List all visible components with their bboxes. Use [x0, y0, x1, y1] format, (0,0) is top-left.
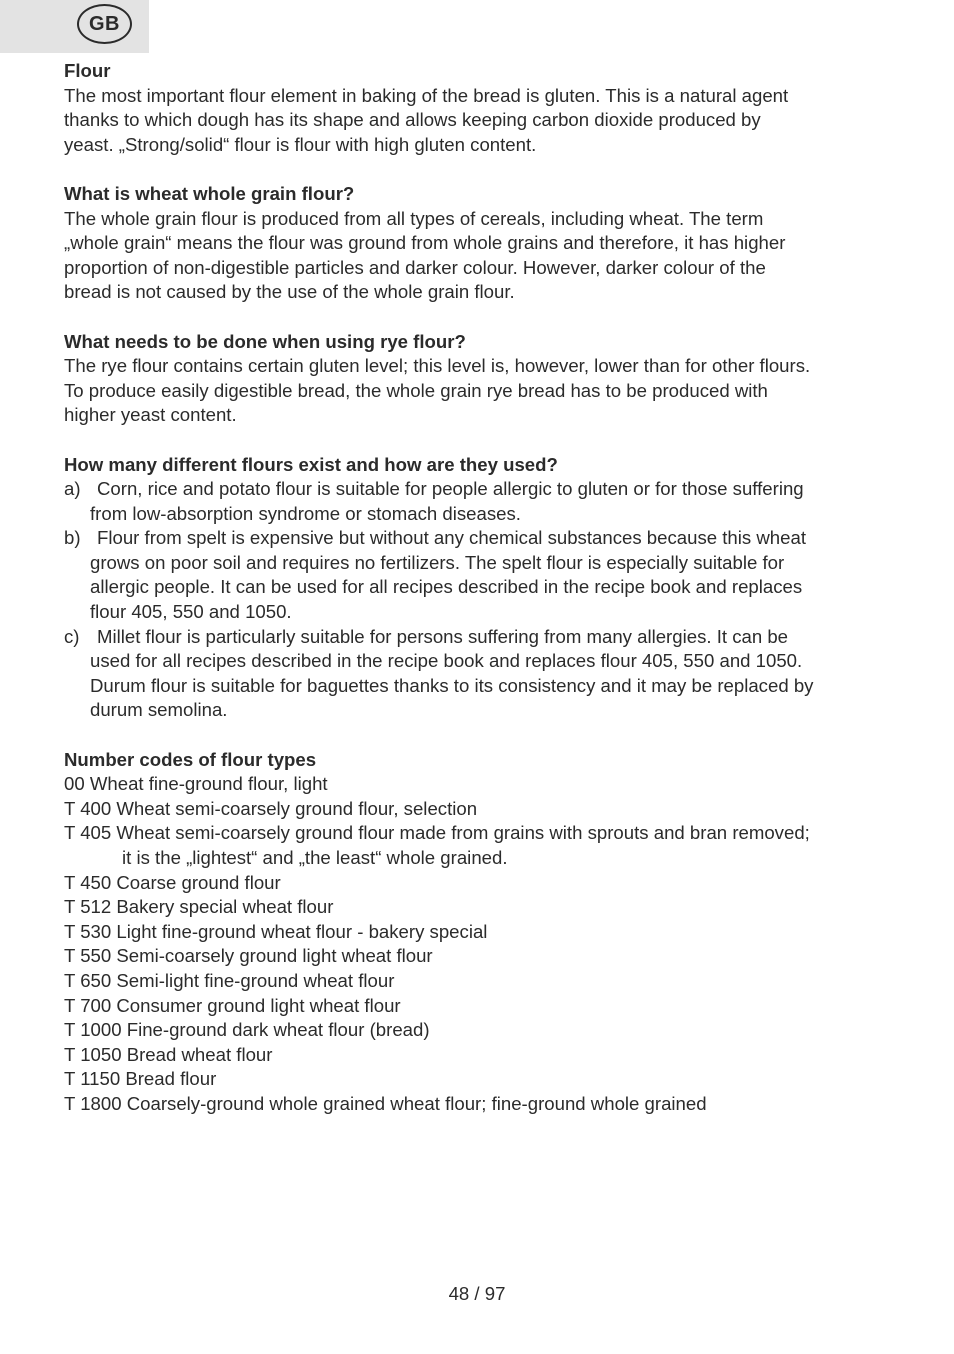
code-row: T 1000 Fine-ground dark wheat flour (bread)	[64, 1019, 430, 1041]
code-row: T 530 Light fine-ground wheat flour - bakery special	[64, 920, 488, 942]
code-row: T 1050 Bread wheat flour	[64, 1043, 273, 1065]
document-body	[64, 59, 894, 1141]
code-row: T 405 Wheat semi-coarsely ground flour made from grains with sprouts and bran removed;	[64, 822, 810, 844]
code-row: T 450 Coarse ground flour	[64, 871, 281, 893]
list-text	[90, 526, 894, 624]
paragraph-line: The whole grain flour is produced from all types of cereals, including wheat. The term	[64, 207, 764, 229]
code-row-continuation: it is the „lightest“ and „the least“ whole grained.	[122, 847, 508, 868]
list-line: allergic people. It can be used for all recipes described in the recipe book and replaces	[90, 576, 803, 598]
section-rye	[64, 330, 894, 428]
paragraph-line: thanks to which dough has its shape and allows keeping carbon dioxide produced by	[64, 109, 761, 131]
list-line: used for all recipes described in the recipe book and replaces flour 405, 550 and 1050.	[90, 650, 803, 672]
paragraph-line: To produce easily digestible bread, the whole grain rye bread has to be produced with	[64, 379, 768, 401]
section-heading: Number codes of flour types	[64, 748, 317, 770]
list-marker: c)	[64, 625, 80, 647]
paragraph-line: proportion of non-digestible particles and darker colour. However, darker colour of the	[64, 256, 766, 278]
section-number-codes	[64, 748, 894, 1117]
list-text	[90, 625, 894, 723]
paragraph-line: yeast. „Strong/solid“ flour is flour with high gluten content.	[64, 133, 537, 155]
list-line: durum semolina.	[90, 699, 228, 721]
section-heading: What is wheat whole grain flour?	[64, 182, 355, 204]
code-row: 00 Wheat fine-ground flour, light	[64, 773, 328, 795]
list-line: Millet flour is particularly suitable for persons suffering from many allergies. It can be	[97, 625, 789, 647]
page-number: 48 / 97	[448, 1283, 506, 1304]
section-heading: How many different flours exist and how are they used?	[64, 453, 558, 475]
paragraph-line: The rye flour contains certain gluten level; this level is, however, lower than for other flours.	[64, 355, 811, 377]
list-line: Corn, rice and potato flour is suitable for people allergic to gluten or for those suffering	[97, 478, 804, 500]
code-row: T 700 Consumer ground light wheat flour	[64, 994, 401, 1016]
list-marker: a)	[64, 478, 81, 500]
paragraph-line: The most important flour element in baking of the bread is gluten. This is a natural agent	[64, 84, 789, 106]
paragraph-line: bread is not caused by the use of the whole grain flour.	[64, 281, 515, 303]
section-heading: What needs to be done when using rye flour?	[64, 330, 466, 352]
paragraph-line: „whole grain“ means the flour was ground from whole grains and therefore, it has higher	[64, 232, 786, 254]
list-item	[64, 625, 894, 723]
list-line: Flour from spelt is expensive but without any chemical substances because this wheat	[97, 527, 806, 549]
list-item	[64, 477, 894, 526]
list-line: Durum flour is suitable for baguettes thanks to its consistency and it may be replaced by	[90, 674, 814, 696]
paragraph-line: higher yeast content.	[64, 404, 237, 426]
list-line: grows on poor soil and requires no fertilizers. The spelt flour is especially suitable for	[90, 551, 785, 573]
list-text	[90, 477, 894, 526]
code-row: T 400 Wheat semi-coarsely ground flour, selection	[64, 797, 478, 819]
code-row: T 1150 Bread flour	[64, 1068, 217, 1090]
language-tab	[0, 0, 149, 53]
list-line: flour 405, 550 and 1050.	[90, 601, 292, 623]
code-row: T 512 Bakery special wheat flour	[64, 896, 334, 918]
section-heading: Flour	[64, 60, 111, 81]
code-row: T 550 Semi-coarsely ground light wheat flour	[64, 945, 433, 967]
list-item	[64, 526, 894, 624]
section-flour	[64, 59, 894, 157]
language-badge: GB	[77, 4, 132, 44]
list-line: from low-absorption syndrome or stomach diseases.	[90, 502, 521, 524]
code-row: T 650 Semi-light fine-ground wheat flour	[64, 969, 395, 991]
section-whole-grain	[64, 182, 894, 305]
list-marker: b)	[64, 527, 81, 549]
code-row: T 1800 Coarsely-ground whole grained wheat flour; fine-ground whole grained	[64, 1092, 707, 1114]
section-different-flours	[64, 453, 894, 724]
